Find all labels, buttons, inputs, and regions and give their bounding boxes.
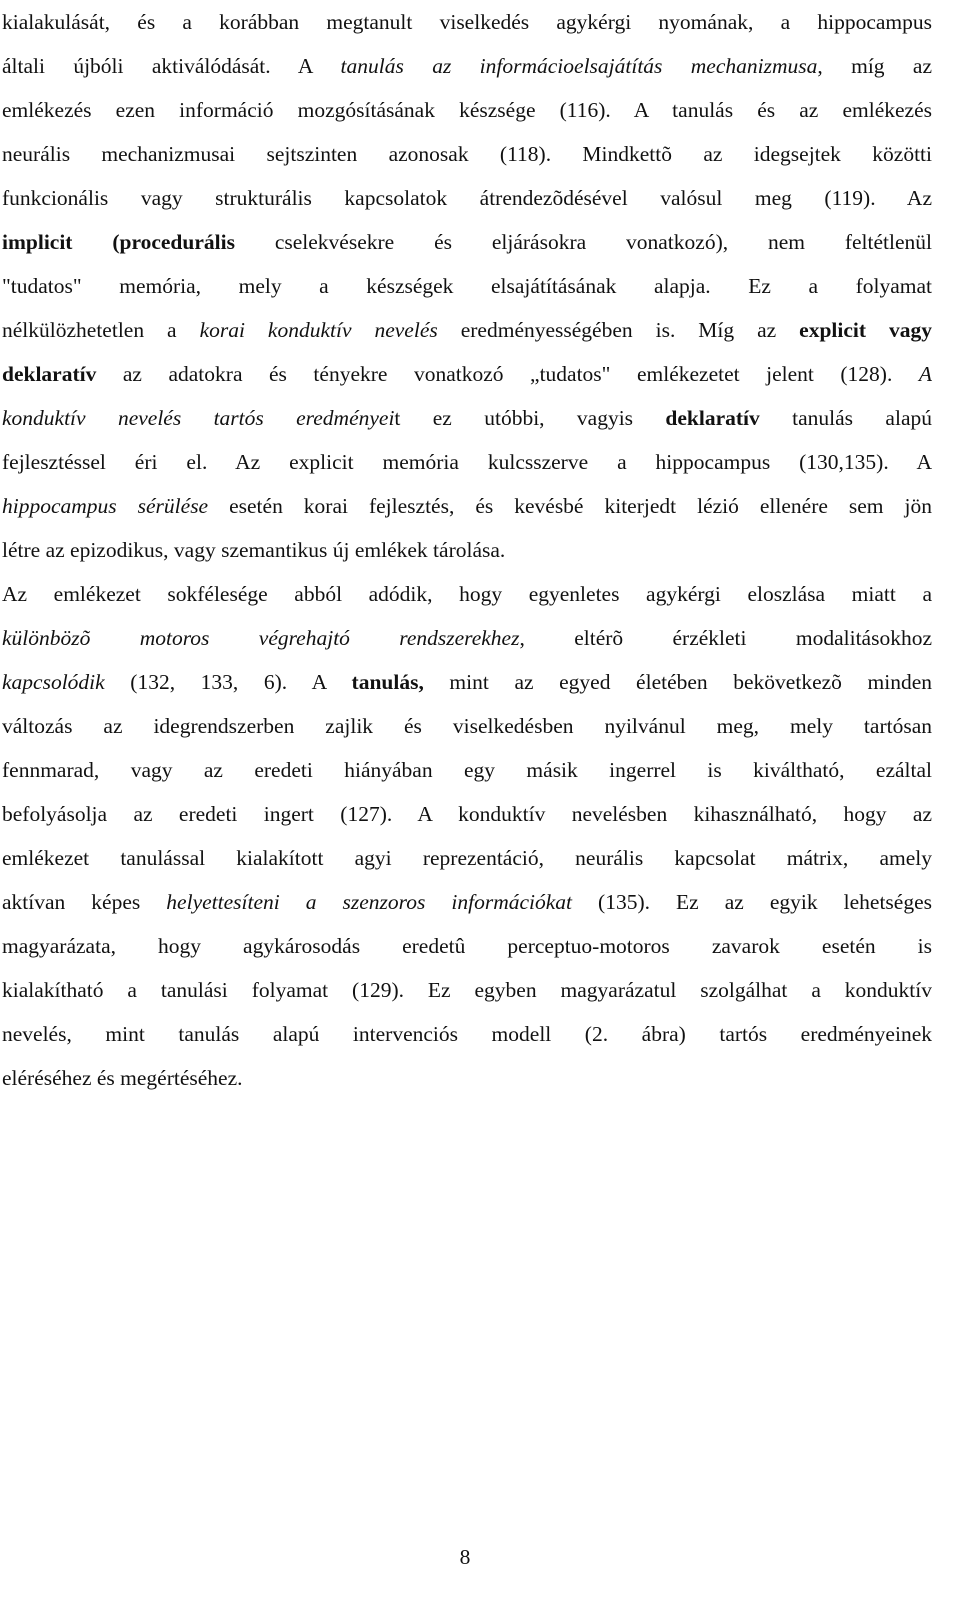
paragraph-memory-diversity <box>2 572 932 1100</box>
text-line <box>2 484 932 528</box>
text-line <box>2 572 932 616</box>
text-line <box>2 924 932 968</box>
document-page <box>2 0 932 1100</box>
text-run: tanulás alapú <box>759 406 932 430</box>
text-line <box>2 704 932 748</box>
text-run: nélkülözhetetlen a <box>2 318 200 342</box>
text-line <box>2 308 932 352</box>
text-run: emlékezés ezen információ mozgósításának készsége (116). A tanulás és az emlékezés <box>2 98 932 122</box>
italic-run: korai konduktív nevelés <box>199 318 438 342</box>
text-line <box>2 44 932 88</box>
text-run: aktívan képes <box>2 890 167 914</box>
text-run: fejlesztéssel éri el. Az explicit memória kulcsszerve a hippocampus (130,135). A <box>2 450 932 474</box>
text-line <box>2 220 932 264</box>
text-line <box>2 396 932 440</box>
text-run: emlékezet tanulással kialakított agyi reprezentáció, neurális kapcsolat mátrix, amely <box>2 846 932 870</box>
text-run: kialakulását, és a korábban megtanult viselkedés agykérgi nyomának, a hippocampus <box>2 10 932 34</box>
text-line <box>2 968 932 1012</box>
page-number: 8 <box>459 1545 471 1569</box>
text-run: , eltérõ érzékleti modalitásokhoz <box>519 626 932 650</box>
text-run: befolyásolja az eredeti ingert (127). A konduktív nevelésben kihasználható, hogy az <box>2 802 932 826</box>
italic-run: hippocampus sérülése <box>2 494 209 518</box>
text-run: változás az idegrendszerben zajlik és viselkedésben nyilvánul meg, mely tartósan <box>2 714 932 738</box>
italic-run: konduktív nevelés tartós eredményei <box>2 406 395 430</box>
text-line <box>2 264 932 308</box>
text-line <box>2 1056 932 1100</box>
text-run: (132, 133, 6). A <box>104 670 352 694</box>
text-line <box>2 616 932 660</box>
text-line <box>2 660 932 704</box>
text-line <box>2 748 932 792</box>
text-line <box>2 176 932 220</box>
text-run: általi újbóli aktiválódását. A <box>2 54 341 78</box>
text-run: t ez utóbbi, vagyis <box>394 406 666 430</box>
italic-run: különbözõ motoros végrehajtó rendszerekhez <box>2 626 520 650</box>
italic-run: helyettesíteni a szenzoros információkat <box>166 890 573 914</box>
text-run: fennmarad, vagy az eredeti hiányában egy másik ingerrel is kiváltható, ezáltal <box>2 758 932 782</box>
text-run: eredményességében is. Míg az <box>437 318 800 342</box>
bold-run: implicit (procedurális <box>2 230 235 254</box>
text-run: eléréséhez és megértéséhez. <box>2 1066 243 1090</box>
paragraph-memory-mechanisms <box>2 0 932 572</box>
italic-run: kapcsolódik <box>2 670 105 694</box>
bold-run: deklaratív <box>665 406 760 430</box>
text-run: kialakítható a tanulási folyamat (129). Ez egyben magyarázatul szolgálhat a konduktív <box>2 978 932 1002</box>
text-run: , míg az <box>817 54 932 78</box>
text-line <box>2 1012 932 1056</box>
text-run: cselekvésekre és eljárásokra vonatkozó), nem feltétlenül <box>234 230 933 254</box>
text-line <box>2 440 932 484</box>
text-run: magyarázata, hogy agykárosodás eredetû perceptuo-motoros zavarok esetén is <box>2 934 932 958</box>
italic-run: A <box>918 362 932 386</box>
text-run: esetén korai fejlesztés, és kevésbé kiterjedt lézió ellenére sem jön <box>208 494 932 518</box>
bold-run: tanulás, <box>351 670 424 694</box>
text-line <box>2 836 932 880</box>
text-line <box>2 88 932 132</box>
text-run: "tudatos" memória, mely a készségek elsajátításának alapja. Ez a folyamat <box>2 274 932 298</box>
bold-run: explicit vagy <box>799 318 933 342</box>
text-line <box>2 132 932 176</box>
text-line <box>2 880 932 924</box>
text-run: funkcionális vagy strukturális kapcsolatok átrendezõdésével valósul meg (119). Az <box>2 186 932 210</box>
text-run: az adatokra és tényekre vonatkozó „tudatos" emlékezetet jelent (128). <box>96 362 919 386</box>
text-line <box>2 0 932 44</box>
text-run: Az emlékezet sokfélesége abból adódik, hogy egyenletes agykérgi eloszlása miatt a <box>2 582 932 606</box>
text-run: nevelés, mint tanulás alapú intervenciós modell (2. ábra) tartós eredményeinek <box>2 1022 932 1046</box>
italic-run: tanulás az informácioelsajátítás mechanizmusa <box>340 54 818 78</box>
bold-run: deklaratív <box>2 362 97 386</box>
text-line <box>2 792 932 836</box>
text-run: mint az egyed életében bekövetkezõ minden <box>423 670 932 694</box>
text-line <box>2 528 932 572</box>
text-run: neurális mechanizmusai sejtszinten azonosak (118). Mindkettõ az idegsejtek közötti <box>2 142 932 166</box>
text-line <box>2 352 932 396</box>
text-run: (135). Ez az egyik lehetséges <box>572 890 932 914</box>
text-run: létre az epizodikus, vagy szemantikus új emlékek tárolása. <box>2 538 506 562</box>
